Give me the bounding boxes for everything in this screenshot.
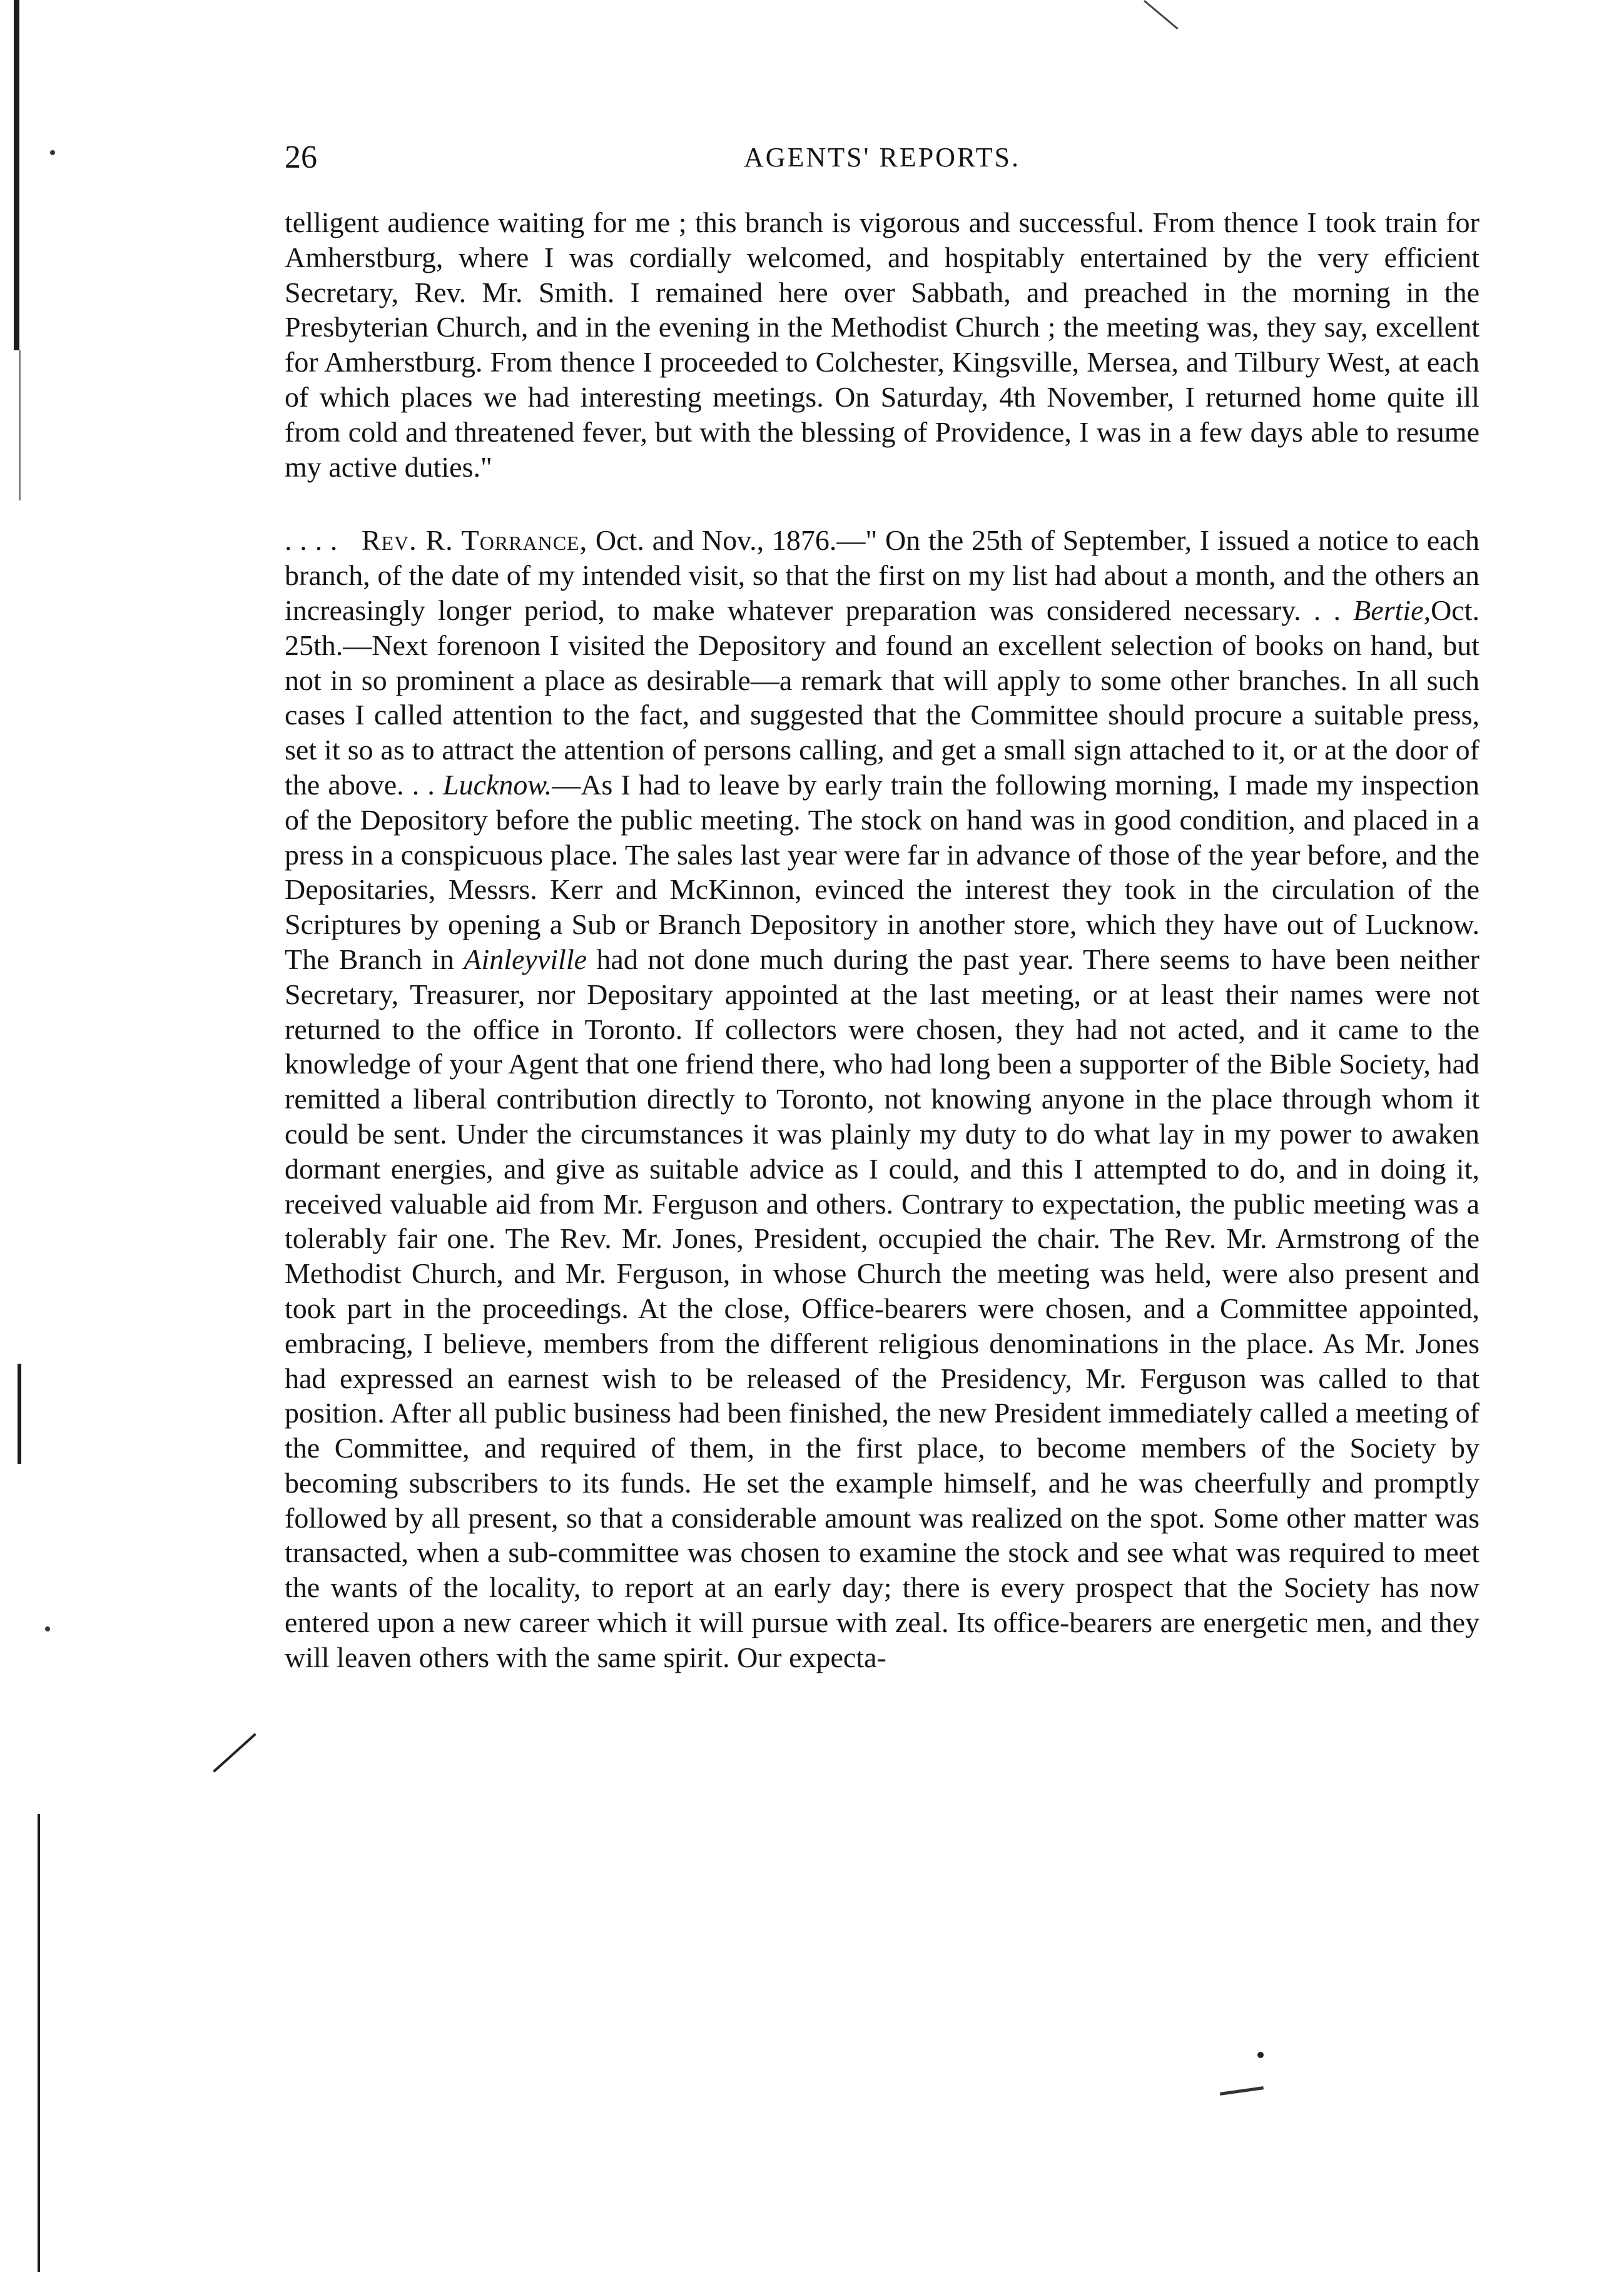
scan-dot [1257,2052,1264,2058]
scan-edge-line [19,350,21,500]
paragraph-torrance-report [285,523,1479,1675]
body-text [285,205,1479,1675]
pen-mark [1220,2086,1264,2096]
scan-edge-line [14,0,19,350]
scan-dot [50,150,55,155]
place-name: Ainleyville [464,943,587,975]
place-name: Bertie, [1353,594,1431,626]
report-text-part: had not done much during the past year. There seems to have been neither Secretary, Treasurer, nor Depositary appointed at the last meeting, or at least their names were not returned to the office in Toronto. If collectors were chosen, they had not acted, and it came to the knowledge of your Agent that one friend there, who had long been a supporter of the Bible Society, had remitted a liberal contribution directly to Toronto, not knowing anyone in the place through whom it could be sent. Under the circumstances it was plainly my duty to do what lay in my power to awaken dormant energies, and give as suitable advice as I could, and this I attempted to do, and in doing it, received valuable aid from Mr. Ferguson and others. Contrary to expectation, the public meeting was a tolerably fair one. The Rev. Mr. Jones, President, occupied the chair. The Rev. Mr. Armstrong of the Methodist Church, and Mr. Ferguson, in whose Church the meeting was held, were also present and took part in the proceedings. At the close, Office-bearers were chosen, and a Committee appointed, embracing, I believe, members from the different religious denominations in the place. As Mr. Jones had expressed an earnest wish to be released of the Presidency, Mr. Ferguson was called to that position. After all public business had been finished, the new President immediately called a meeting of the Committee, and required of them, in the first place, to become members of the Society by becoming subscribers to its funds. He set the example himself, and he was cheerfully and promptly followed by all present, so that a considerable amount was realized on the spot. Some other matter was transacted, when a sub-committee was chosen to examine the stock and see what was required to meet the wants of the locality, to report at an early day; there is every prospect that the Society has now entered upon a new career which it will pursue with zeal. Its office-bearers are energetic men, and they will leaven others with the same spirit. Our expecta- [285,943,1479,1673]
report-text-part: —As I had to leave by early train the following morning, I made my inspection of the Depository before the public meeting. The stock on hand was in good condition, and placed in a press in a conspicuous place. The sales last year were far in advance of those of the year before, and the Depositaries, Messrs. Kerr and McKinnon, evinced the interest they took in the circulation of the Scriptures by opening a Sub or Branch Depository in another store, which they have out of Lucknow. The Branch in [285,768,1480,975]
paragraph-continuation: telligent audience waiting for me ; this branch is vigorous and successful. From thence I took train for Amherstburg, where I was cordially welcomed, and hospitably entertained by the very efficient Secretary, Rev. Mr. Smith. I remained here over Sabbath, and preached in the morning in the Presbyterian Church, and in the evening in the Methodist Church ; the meeting was, they say, excellent for Amherstburg. From thence I proceeded to Colchester, Kingsville, Mersea, and Tilbury West, at each of which places we had interesting meetings. On Saturday, 4th November, I returned home quite ill from cold and threatened fever, but with the blessing of Providence, I was in a few days able to resume my active duties." [285,206,1479,483]
ellipsis-lead: . . . . [285,524,338,557]
running-head: AGENTS' REPORTS. [743,142,1020,173]
speaker-name: Rev. R. Torrance, [361,524,588,557]
scan-dot [45,1626,50,1631]
report-text-part: Oct. 25th.—Next forenoon I visited the Depository and found an excellent selection of books on hand, but not in so prominent a place as desirable—a remark that will apply to some other branches. In all such cases I called attention to the fact, and suggested that the Committee should procure a suitable press, set it so as to attract the attention of persons calling, and get a small sign attached to it, or at the door of the above. . . [285,594,1479,801]
scan-edge-line [18,1364,21,1464]
pen-mark [1144,0,1179,29]
pen-mark [213,1733,256,1772]
report-text-part: " On the 25th of September, I issued a notice to each branch, of the date of my intended visit, so that the first on my list had about a month, and the others an increasingly longer period, to make whatever preparation was considered necessary. . . [285,524,1480,626]
page-header [285,133,1479,183]
place-name: Lucknow. [443,768,552,801]
scan-edge-line [38,1814,40,2272]
page-number: 26 [285,139,317,175]
report-date: Oct. and Nov., 1876.— [595,524,866,557]
